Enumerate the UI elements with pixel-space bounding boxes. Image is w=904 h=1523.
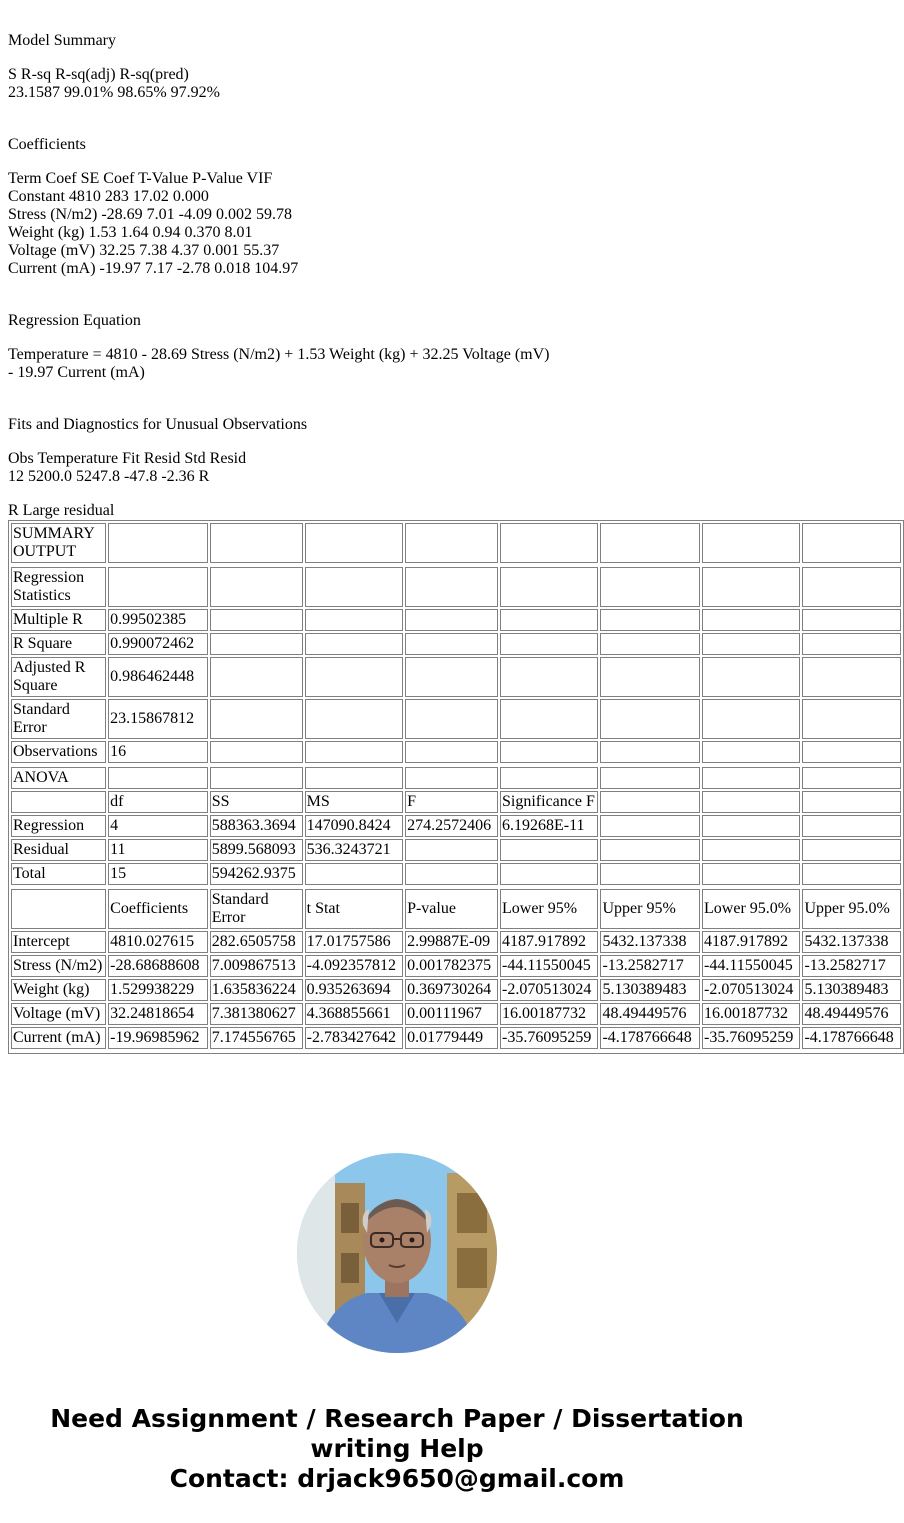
- table-cell: [210, 741, 303, 763]
- table-cell: 588363.3694: [210, 815, 303, 837]
- table-cell: 0.986462448: [108, 657, 208, 697]
- table-cell: 4810.027615: [108, 931, 208, 953]
- anova-row: [11, 815, 901, 837]
- table-cell: 274.2572406: [405, 815, 498, 837]
- table-cell: 0.001782375: [405, 955, 498, 977]
- regression-equation-line-2: - 19.97 Current (mA): [8, 364, 145, 381]
- coefficients-row: [11, 1003, 901, 1025]
- table-cell: Adjusted R Square: [11, 657, 106, 697]
- table-cell: [108, 567, 208, 607]
- table-cell: Regression Statistics: [11, 567, 106, 607]
- regression-statistics-row: [11, 741, 901, 763]
- table-cell: R Square: [11, 633, 106, 655]
- table-cell: Upper 95%: [600, 889, 700, 929]
- model-summary-values: 23.1587 99.01% 98.65% 97.92%: [8, 84, 220, 101]
- contact-banner: [0, 1404, 794, 1494]
- table-cell: [802, 863, 901, 885]
- table-cell: [405, 609, 498, 631]
- table-cell: 11: [108, 839, 208, 861]
- table-cell: 6.19268E-11: [500, 815, 598, 837]
- table-cell: 0.990072462: [108, 633, 208, 655]
- table-cell: [600, 767, 700, 789]
- table-cell: 23.15867812: [108, 699, 208, 739]
- coefficients-heading: Coefficients: [8, 136, 86, 153]
- table-cell: 0.935263694: [305, 979, 403, 1001]
- table-cell: [500, 839, 598, 861]
- anova-header-row: [11, 791, 901, 813]
- table-cell: Weight (kg): [11, 979, 106, 1001]
- table-cell: 147090.8424: [305, 815, 403, 837]
- table-cell: [702, 523, 800, 563]
- table-cell: [600, 863, 700, 885]
- table-cell: [305, 633, 403, 655]
- author-photo: [297, 1153, 497, 1353]
- table-cell: 48.49449576: [600, 1003, 700, 1025]
- table-cell: [500, 767, 598, 789]
- table-cell: -19.96985962: [108, 1027, 208, 1049]
- table-cell: [500, 633, 598, 655]
- coefficients-line: Voltage (mV) 32.25 7.38 4.37 0.001 55.37: [8, 242, 280, 259]
- table-cell: [108, 767, 208, 789]
- banner-line-2: writing Help: [310, 1434, 484, 1463]
- table-cell: 0.99502385: [108, 609, 208, 631]
- table-cell: [802, 839, 901, 861]
- table-cell: 4187.917892: [500, 931, 598, 953]
- coefficients-line: Current (mA) -19.97 7.17 -2.78 0.018 104.97: [8, 260, 299, 277]
- table-cell: Standard Error: [11, 699, 106, 739]
- coefficients-line: Constant 4810 283 17.02 0.000: [8, 188, 209, 205]
- table-cell: SS: [210, 791, 303, 813]
- table-cell: Lower 95.0%: [702, 889, 800, 929]
- table-cell: [210, 699, 303, 739]
- table-cell: 1.635836224: [210, 979, 303, 1001]
- table-cell: 7.174556765: [210, 1027, 303, 1049]
- table-cell: Multiple R: [11, 609, 106, 631]
- table-cell: [500, 657, 598, 697]
- regression-statistics-row: [11, 609, 901, 631]
- table-cell: Significance F: [500, 791, 598, 813]
- table-cell: [600, 567, 700, 607]
- coefficients-row: [11, 931, 901, 953]
- table-cell: [702, 863, 800, 885]
- table-cell: MS: [305, 791, 403, 813]
- table-cell: [702, 791, 800, 813]
- table-cell: 48.49449576: [802, 1003, 901, 1025]
- unusual-observations-section: [8, 416, 786, 486]
- banner-contact-line: Contact: drjack9650@gmail.com: [169, 1464, 625, 1493]
- table-cell: 5899.568093: [210, 839, 303, 861]
- table-cell: [305, 609, 403, 631]
- table-cell: 0.01779449: [405, 1027, 498, 1049]
- table-cell: 4187.917892: [702, 931, 800, 953]
- model-summary-header: S R-sq R-sq(adj) R-sq(pred): [8, 66, 189, 83]
- table-cell: [405, 523, 498, 563]
- table-cell: [305, 523, 403, 563]
- table-cell: [305, 567, 403, 607]
- table-cell: Regression: [11, 815, 106, 837]
- coefficients-line: Weight (kg) 1.53 1.64 0.94 0.370 8.01: [8, 224, 253, 241]
- anova-row: [11, 863, 901, 885]
- table-cell: 536.3243721: [305, 839, 403, 861]
- unusual-observations-values: 12 5200.0 5247.8 -47.8 -2.36 R: [8, 468, 210, 485]
- table-cell: 2.99887E-09: [405, 931, 498, 953]
- table-cell: -4.178766648: [802, 1027, 901, 1049]
- table-cell: 0.369730264: [405, 979, 498, 1001]
- banner-line-1: Need Assignment / Research Paper / Dissertation: [50, 1404, 744, 1433]
- table-cell: 17.01757586: [305, 931, 403, 953]
- model-summary-heading: Model Summary: [8, 32, 116, 49]
- table-cell: [600, 633, 700, 655]
- table-cell: F: [405, 791, 498, 813]
- table-cell: [802, 815, 901, 837]
- table-cell: [500, 699, 598, 739]
- table-cell: [600, 741, 700, 763]
- table-cell: [405, 633, 498, 655]
- table-cell: [600, 657, 700, 697]
- table-cell: [702, 839, 800, 861]
- coefficients-row: [11, 1027, 901, 1049]
- table-cell: [108, 523, 208, 563]
- table-cell: -13.2582717: [600, 955, 700, 977]
- table-cell: [702, 767, 800, 789]
- regression-statistics-row: [11, 633, 901, 655]
- table-cell: [305, 863, 403, 885]
- table-cell: 5432.137338: [600, 931, 700, 953]
- coefficients-section: [8, 136, 786, 278]
- table-cell: [500, 863, 598, 885]
- table-cell: [500, 609, 598, 631]
- table-cell: [405, 741, 498, 763]
- table-cell: Total: [11, 863, 106, 885]
- table-cell: 1.529938229: [108, 979, 208, 1001]
- table-cell: [702, 741, 800, 763]
- coefficients-row: [11, 979, 901, 1001]
- table-cell: ANOVA: [11, 767, 106, 789]
- table-cell: [702, 815, 800, 837]
- table-cell: [210, 767, 303, 789]
- table-cell: 594262.9375: [210, 863, 303, 885]
- table-cell: [210, 567, 303, 607]
- table-cell: [802, 523, 901, 563]
- table-cell: [600, 839, 700, 861]
- table-cell: [600, 523, 700, 563]
- table-cell: [600, 815, 700, 837]
- model-summary-section: [8, 32, 786, 102]
- table-cell: -44.11550045: [702, 955, 800, 977]
- table-cell: -28.68688608: [108, 955, 208, 977]
- table-cell: [802, 567, 901, 607]
- table-cell: [802, 633, 901, 655]
- table-cell: [500, 741, 598, 763]
- table-cell: [802, 657, 901, 697]
- table-cell: df: [108, 791, 208, 813]
- table-cell: [600, 609, 700, 631]
- table-cell: -4.178766648: [600, 1027, 700, 1049]
- summary-output-table-wrap: [8, 520, 894, 1054]
- unusual-observations-header: Obs Temperature Fit Resid Std Resid: [8, 450, 247, 467]
- table-cell: 5.130389483: [600, 979, 700, 1001]
- table-cell: Lower 95%: [500, 889, 598, 929]
- table-cell: 16: [108, 741, 208, 763]
- table-cell: Residual: [11, 839, 106, 861]
- table-cell: -35.76095259: [500, 1027, 598, 1049]
- table-cell: Intercept: [11, 931, 106, 953]
- table-cell: Observations: [11, 741, 106, 763]
- table-cell: [210, 609, 303, 631]
- regression-statistics-row: [11, 699, 901, 739]
- table-cell: P-value: [405, 889, 498, 929]
- regression-statistics-row: [11, 657, 901, 697]
- unusual-observations-heading: Fits and Diagnostics for Unusual Observations: [8, 416, 308, 433]
- table-cell: [305, 767, 403, 789]
- summary-output-table: [8, 520, 904, 1054]
- coefficients-row: [11, 955, 901, 977]
- table-cell: Voltage (mV): [11, 1003, 106, 1025]
- table-cell: [802, 791, 901, 813]
- table-cell: [600, 791, 700, 813]
- table-cell: -2.783427642: [305, 1027, 403, 1049]
- table-cell: [405, 839, 498, 861]
- table-cell: 5432.137338: [802, 931, 901, 953]
- table-cell: [405, 767, 498, 789]
- table-cell: [702, 567, 800, 607]
- table-cell: 7.009867513: [210, 955, 303, 977]
- table-cell: [305, 699, 403, 739]
- table-cell: 5.130389483: [802, 979, 901, 1001]
- coefficients-line: Term Coef SE Coef T-Value P-Value VIF: [8, 170, 273, 187]
- table-cell: 16.00187732: [702, 1003, 800, 1025]
- regression-equation-heading: Regression Equation: [8, 312, 141, 329]
- anova-row: [11, 839, 901, 861]
- table-cell: Stress (N/m2): [11, 955, 106, 977]
- table-cell: Coefficients: [108, 889, 208, 929]
- table-cell: 15: [108, 863, 208, 885]
- table-cell: 7.381380627: [210, 1003, 303, 1025]
- coefficients-header-row: [11, 889, 901, 929]
- table-cell: [702, 633, 800, 655]
- summary-title-row: [11, 523, 901, 563]
- table-cell: [210, 523, 303, 563]
- author-portrait-image: [297, 1153, 497, 1353]
- table-cell: [305, 741, 403, 763]
- table-cell: [802, 699, 901, 739]
- table-cell: [500, 567, 598, 607]
- large-residual-note: R Large residual: [8, 502, 115, 519]
- table-cell: SUMMARY OUTPUT: [11, 523, 106, 563]
- regression-statistics-label-row: [11, 567, 901, 607]
- table-cell: [11, 889, 106, 929]
- table-cell: [11, 791, 106, 813]
- regression-equation-line-1: Temperature = 4810 - 28.69 Stress (N/m2) + 1.53 Weight (kg) + 32.25 Voltage (mV): [8, 346, 550, 363]
- coefficients-line: Stress (N/m2) -28.69 7.01 -4.09 0.002 59.78: [8, 206, 292, 223]
- table-cell: [600, 699, 700, 739]
- table-cell: -44.11550045: [500, 955, 598, 977]
- table-cell: Current (mA): [11, 1027, 106, 1049]
- table-cell: [405, 657, 498, 697]
- table-cell: [802, 741, 901, 763]
- table-cell: 282.6505758: [210, 931, 303, 953]
- table-cell: [405, 567, 498, 607]
- table-cell: [210, 657, 303, 697]
- table-cell: [500, 523, 598, 563]
- table-cell: -2.070513024: [500, 979, 598, 1001]
- table-cell: [702, 699, 800, 739]
- table-cell: Upper 95.0%: [802, 889, 901, 929]
- table-cell: 0.00111967: [405, 1003, 498, 1025]
- table-cell: [405, 699, 498, 739]
- table-cell: -13.2582717: [802, 955, 901, 977]
- table-cell: 16.00187732: [500, 1003, 598, 1025]
- table-cell: t Stat: [305, 889, 403, 929]
- table-cell: [210, 633, 303, 655]
- table-cell: [305, 657, 403, 697]
- table-cell: [702, 609, 800, 631]
- table-cell: [405, 863, 498, 885]
- table-cell: 32.24818654: [108, 1003, 208, 1025]
- table-cell: 4.368855661: [305, 1003, 403, 1025]
- table-cell: -2.070513024: [702, 979, 800, 1001]
- table-cell: [802, 767, 901, 789]
- table-cell: [802, 609, 901, 631]
- table-cell: [702, 657, 800, 697]
- table-cell: -35.76095259: [702, 1027, 800, 1049]
- table-cell: Standard Error: [210, 889, 303, 929]
- table-cell: 4: [108, 815, 208, 837]
- anova-label-row: [11, 767, 901, 789]
- regression-equation-section: [8, 312, 786, 382]
- coefficients-lines: [8, 170, 786, 278]
- table-cell: -4.092357812: [305, 955, 403, 977]
